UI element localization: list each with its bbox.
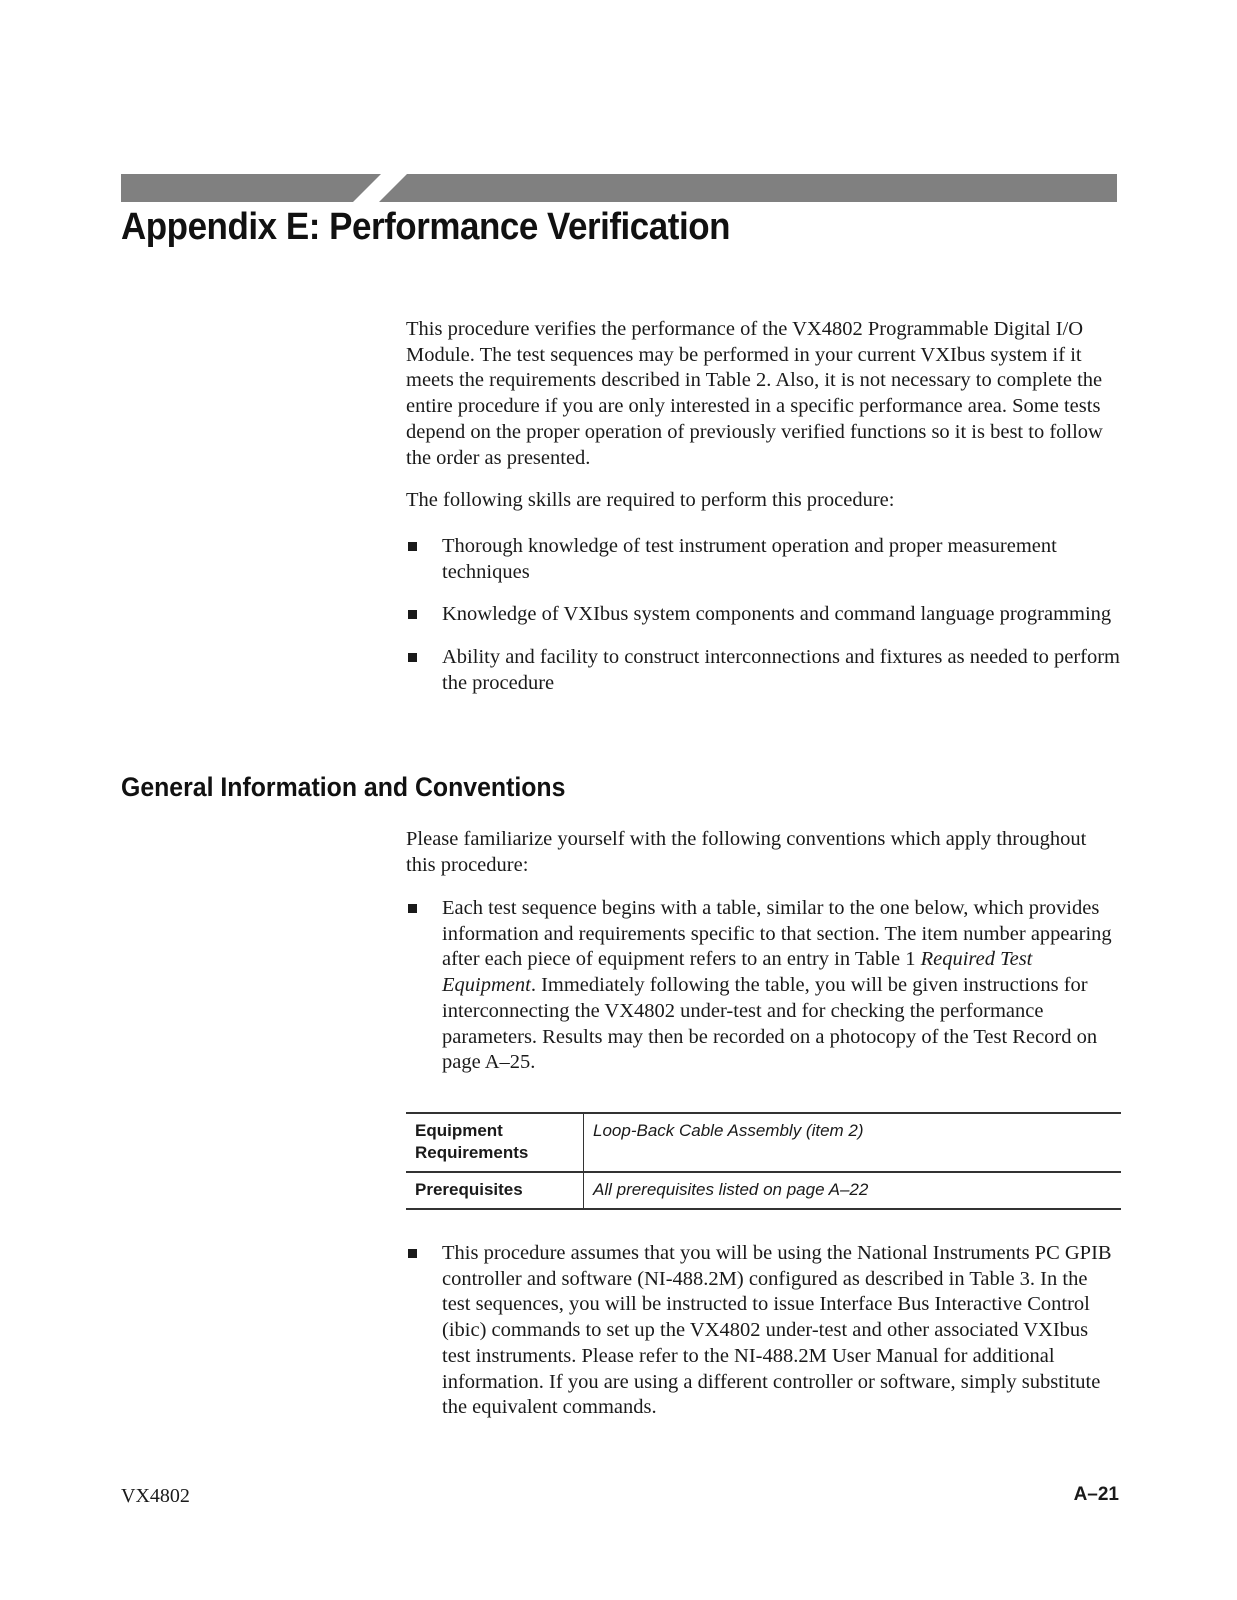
skills-list — [406, 534, 1120, 714]
conventions-list-1 — [406, 896, 1120, 1093]
footer-page-number: A–21 — [1073, 1484, 1119, 1505]
square-bullet-icon — [408, 904, 417, 913]
skills-intro: The following skills are required to perform this procedure: — [406, 489, 895, 511]
conventions-paragraph: Please familiarize yourself with the following conventions which apply throughout this procedure: — [406, 828, 1087, 876]
intro-paragraph: This procedure verifies the performance of the VX4802 Programmable Digital I/O Module. The test sequences may be performed in your current VXIbus system if it meets the requirements described in Table 2. Also, it is not necessary to complete the entire procedure if you are only interested in a specific performance area. Some tests depend on the proper operation of previously verified functions so it is best to follow the order as presented. — [406, 318, 1103, 469]
list-item — [406, 1241, 1120, 1421]
table-cell-label: Prerequisites — [406, 1172, 584, 1209]
convention-text: This procedure assumes that you will be using the National Instruments PC GPIB controller and software (NI-488.2M) configured as described in Table 3. In the test sequences, you will be instructed to issue Interface Bus Interactive Control (ibic) commands to set up the VX4802 under-test and other associated VXIbus test instruments. Please refer to the NI-488.2M User Manual for additional information. If you are using a different controller or software, simply substitute the equivalent commands. — [442, 1242, 1112, 1419]
table-row — [406, 1172, 1121, 1209]
table-cell-label: Equipment Requirements — [406, 1113, 584, 1172]
convention-text-start: Each test sequence begins with a table, similar to the one below, which provides information and requirements specific to that section. The item number appearing after each piece of equipment refers to an entry in Table 1 — [442, 897, 1112, 971]
square-bullet-icon — [408, 542, 417, 551]
requirements-table — [406, 1112, 1121, 1210]
square-bullet-icon — [408, 1249, 417, 1258]
convention-text-end: . Immediately following the table, you will be given instructions for interconnecting the VX4802 under-test and for checking the performance parameters. Results may then be recorded on a photocopy of the Test Record on page A–25. — [442, 974, 1098, 1074]
header-bar-left-segment — [121, 174, 381, 202]
convention-text-italic: Required Test Equipment — [442, 948, 1033, 997]
conventions-list-2 — [406, 1241, 1120, 1438]
list-item — [406, 534, 1120, 585]
table-row — [406, 1113, 1121, 1172]
footer-product-name: VX4802 — [121, 1485, 190, 1507]
skill-text: Knowledge of VXIbus system components and command language programming — [442, 603, 1112, 626]
table-cell-value: All prerequisites listed on page A–22 — [593, 1180, 869, 1199]
page-title: Appendix E: Performance Verification — [121, 206, 731, 248]
header-bar-right-segment — [379, 174, 1117, 202]
skill-text: Thorough knowledge of test instrument operation and proper measurement techniques — [442, 535, 1057, 583]
section-heading: General Information and Conventions — [121, 772, 566, 802]
skill-text: Ability and facility to construct interconnections and fixtures as needed to perform the procedure — [442, 646, 1121, 694]
square-bullet-icon — [408, 610, 417, 619]
list-item — [406, 602, 1120, 628]
square-bullet-icon — [408, 653, 417, 662]
table-cell-value: Loop-Back Cable Assembly (item 2) — [593, 1121, 864, 1140]
list-item — [406, 896, 1120, 1076]
list-item — [406, 645, 1120, 696]
header-bar — [121, 174, 1117, 202]
